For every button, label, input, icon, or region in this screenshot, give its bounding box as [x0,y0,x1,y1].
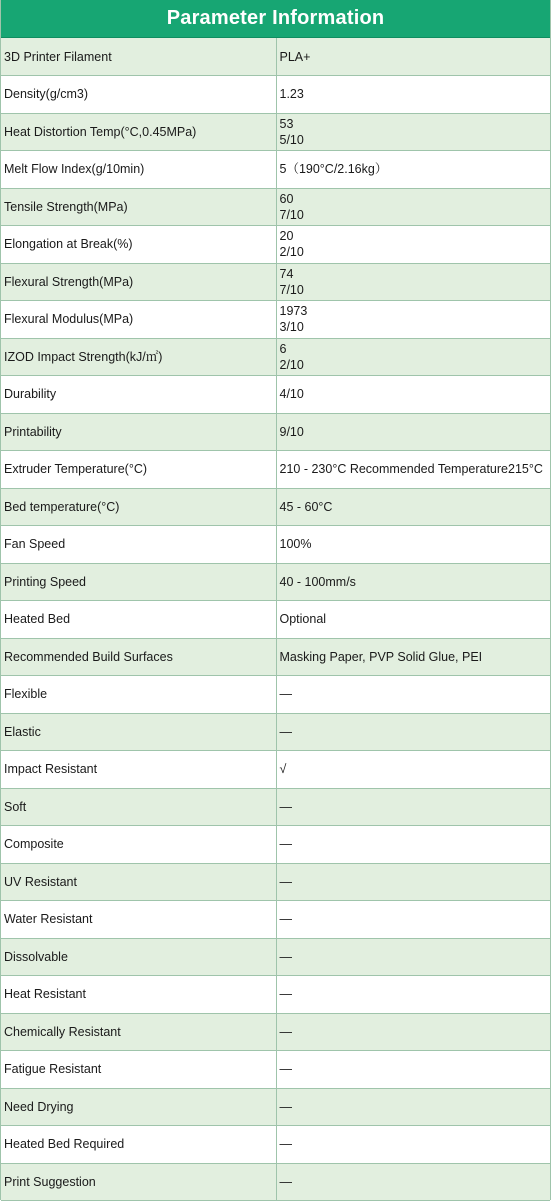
table-row [1,938,550,976]
table-row [1,1126,550,1164]
parameter-rating: 3/10 [279,320,304,335]
parameter-label: Soft [1,788,276,826]
parameter-value: 60 [279,191,294,206]
parameter-value: Optional [279,612,327,627]
parameter-value: — [279,874,292,889]
table-row [1,976,550,1014]
parameter-table [1,38,550,1201]
parameter-value-cell [276,451,550,489]
parameter-value: — [279,1137,292,1152]
parameter-label: Heated Bed [1,601,276,639]
parameter-value: PLA+ [279,49,311,64]
parameter-value-cell [276,713,550,751]
table-row [1,113,550,151]
parameter-label: Water Resistant [1,901,276,939]
parameter-value: — [279,799,292,814]
parameter-value: Masking Paper, PVP Solid Glue, PEI [279,649,483,664]
table-row [1,713,550,751]
parameter-label: Fan Speed [1,526,276,564]
parameter-label: Fatigue Resistant [1,1051,276,1089]
table-row [1,1013,550,1051]
parameter-label: Need Drying [1,1088,276,1126]
parameter-rating: 2/10 [279,245,304,260]
parameter-label: Durability [1,376,276,414]
parameter-label: 3D Printer Filament [1,38,276,76]
parameter-value-cell [276,413,550,451]
parameter-value-cell [276,938,550,976]
table-row [1,676,550,714]
parameter-value: 5（190°C/2.16kg） [279,162,388,177]
parameter-label: Dissolvable [1,938,276,976]
table-row [1,638,550,676]
parameter-value: — [279,687,292,702]
parameter-label: Flexural Strength(MPa) [1,263,276,301]
table-row [1,226,550,264]
table-row [1,301,550,339]
table-row [1,1051,550,1089]
parameter-label: Bed temperature(°C) [1,488,276,526]
parameter-value-cell [276,826,550,864]
parameter-value-cell [276,1163,550,1201]
parameter-value: — [279,949,292,964]
parameter-value: 53 [279,116,294,131]
parameter-rating: 7/10 [279,282,304,297]
parameter-label: Recommended Build Surfaces [1,638,276,676]
parameter-label: Elastic [1,713,276,751]
parameter-label: Elongation at Break(%) [1,226,276,264]
parameter-value-cell [276,676,550,714]
table-row [1,863,550,901]
table-row [1,1088,550,1126]
parameter-value: 6 [279,341,287,356]
parameter-value-cell [276,151,550,189]
table-row [1,526,550,564]
parameter-value-cell [276,188,550,226]
parameter-value: 40 - 100mm/s [279,574,356,589]
table-row [1,76,550,114]
parameter-label: Printing Speed [1,563,276,601]
parameter-label: Chemically Resistant [1,1013,276,1051]
table-title: Parameter Information [1,0,550,38]
parameter-value: 9/10 [279,424,304,439]
table-row [1,901,550,939]
parameter-value: — [279,724,292,739]
parameter-value: √ [279,762,287,777]
table-row [1,188,550,226]
parameter-label: Print Suggestion [1,1163,276,1201]
table-row [1,488,550,526]
parameter-value-cell [276,488,550,526]
parameter-value-cell [276,976,550,1014]
parameter-value: — [279,1174,292,1189]
table-row [1,151,550,189]
parameter-label: Density(g/cm3) [1,76,276,114]
parameter-value: — [279,837,292,852]
parameter-table-body [1,38,550,1201]
parameter-rating: 7/10 [279,207,304,222]
parameter-value-cell [276,526,550,564]
parameter-label: IZOD Impact Strength(kJ/㎡) [1,338,276,376]
parameter-value: 45 - 60°C [279,499,333,514]
parameter-value-cell [276,751,550,789]
parameter-value: — [279,1024,292,1039]
parameter-rating: 2/10 [279,357,304,372]
parameter-label: Composite [1,826,276,864]
parameter-label: Extruder Temperature(°C) [1,451,276,489]
parameter-value: — [279,1062,292,1077]
parameter-value-cell [276,1013,550,1051]
parameter-value-cell [276,788,550,826]
table-row [1,338,550,376]
table-row [1,263,550,301]
parameter-value-cell [276,263,550,301]
parameter-value-cell [276,1126,550,1164]
parameter-value: — [279,987,292,1002]
parameter-value-cell [276,1088,550,1126]
parameter-value-cell [276,601,550,639]
parameter-label: Heated Bed Required [1,1126,276,1164]
table-row [1,751,550,789]
parameter-value-cell [276,338,550,376]
table-row [1,826,550,864]
table-row [1,376,550,414]
table-row [1,601,550,639]
parameter-value-cell [276,226,550,264]
parameter-value: — [279,1099,292,1114]
parameter-value: 1973 [279,304,308,319]
parameter-value-cell [276,1051,550,1089]
parameter-value-cell [276,638,550,676]
parameter-value-cell [276,38,550,76]
parameter-value-cell [276,563,550,601]
parameter-label: Tensile Strength(MPa) [1,188,276,226]
parameter-value-cell [276,901,550,939]
parameter-value: 210 - 230°C Recommended Temperature215°C [279,462,543,477]
parameter-value: 100% [279,537,312,552]
parameter-label: Flexible [1,676,276,714]
parameter-label: Flexural Modulus(MPa) [1,301,276,339]
parameter-value-cell [276,863,550,901]
parameter-value-cell [276,113,550,151]
parameter-label: Heat Resistant [1,976,276,1014]
parameter-value: 4/10 [279,387,304,402]
parameter-label: Printability [1,413,276,451]
parameter-label: UV Resistant [1,863,276,901]
parameter-value: 1.23 [279,87,304,102]
parameter-value-cell [276,76,550,114]
parameter-value: 20 [279,229,294,244]
parameter-value: — [279,912,292,927]
table-row [1,38,550,76]
parameter-value-cell [276,376,550,414]
parameter-rating: 5/10 [279,132,304,147]
table-row [1,563,550,601]
table-row [1,788,550,826]
table-row [1,1163,550,1201]
parameter-value: 74 [279,266,294,281]
parameter-label: Melt Flow Index(g/10min) [1,151,276,189]
parameter-label: Heat Distortion Temp(°C,0.45MPa) [1,113,276,151]
parameter-value-cell [276,301,550,339]
table-row [1,451,550,489]
parameter-label: Impact Resistant [1,751,276,789]
table-row [1,413,550,451]
